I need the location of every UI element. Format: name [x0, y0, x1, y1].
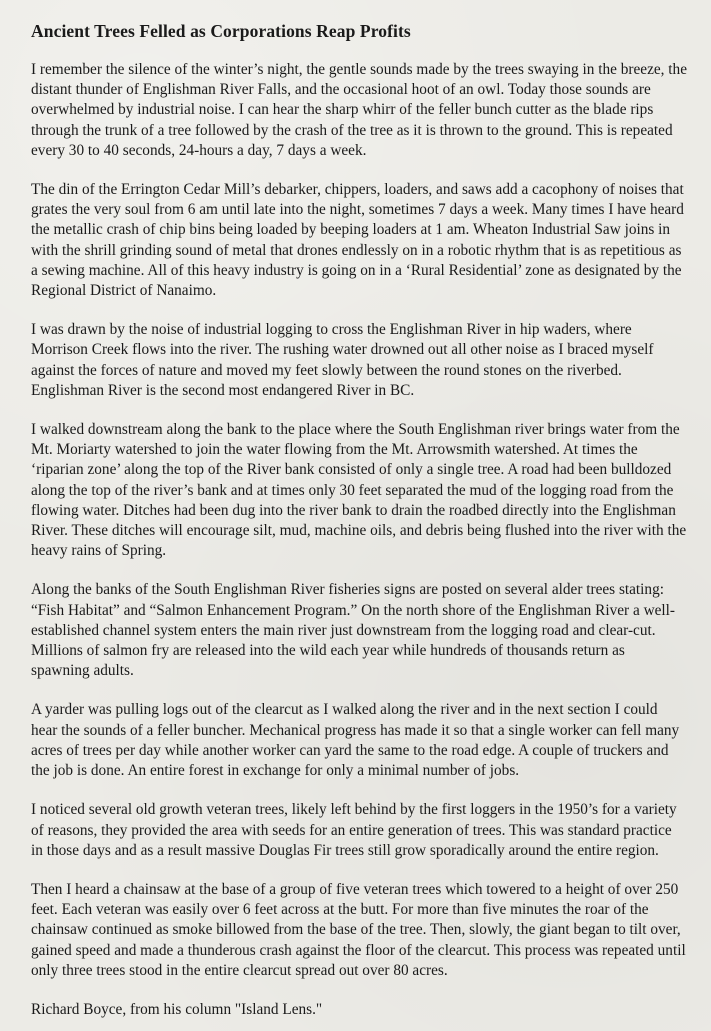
article-paragraph-4: I walked downstream along the bank to the place where the South Englishman river brings water from the Mt. Moriarty watershed to join the water flowing from the Mt. Arrowsmith watershed. At times the ‘riparian zone’ along the top of the River bank consisted of only a single tree. A road had been bulldozed along the top of the river’s bank and at times only 30 feet separated the mud of the logging road from the flowing water. Ditches had been dug into the river bank to drain the roadbed directly into the Englishman River. These ditches will encourage silt, mud, machine oils, and debris being flushed into the river with the heavy rains of Spring.	[31, 421, 687, 560]
article-paragraph-8: Then I heard a chainsaw at the base of a group of five veteran trees which towered to a height of over 250 feet. Each veteran was easily over 6 feet across at the butt. For more than five minutes the roar of the chainsaw continued as smoke billowed from the base of the tree. Then, slowly, the giant began to tilt over, gained speed and made a thunderous crash against the floor of the clearcut. This process was repeated until only three trees stood in the entire clearcut spread out over 80 acres.	[31, 880, 686, 979]
article-paragraph-6: A yarder was pulling logs out of the clearcut as I walked along the river and in the next section I could hear the sounds of a feller buncher. Mechanical progress has made it so that a single worker can fell many acres of trees per day while another worker can yard the same to the road edge. A couple of truckers and the job is done. An entire forest in exchange for only a minimal number of jobs.	[31, 701, 680, 780]
article-paragraph-2: The din of the Errington Cedar Mill’s debarker, chippers, loaders, and saws add a cacophony of noises that grates the very soul from 6 am until late into the night, sometimes 7 days a week. Many times I have heard the metallic crash of chip bins being loaded by beeping loaders at 1 am. Wheaton Industrial Saw joins in with the shrill grinding sound of metal that drones endlessly on in a robotic rhythm that is as repetitious as a sewing machine. All of this heavy industry is going on in a ‘Rural Residential’ zone as designated by the Regional District of Nanaimo.	[31, 181, 684, 300]
article-paragraph-7: I noticed several old growth veteran trees, likely left behind by the first loggers in the 1950’s for a variety of reasons, they provided the area with seeds for an entire generation of trees. This was standard practice in those days and as a result massive Douglas Fir trees still grow sporadically around the entire region.	[31, 801, 677, 859]
article-paragraph-1: I remember the silence of the winter’s night, the gentle sounds made by the trees swaying in the breeze, the distant thunder of Englishman River Falls, and the occasional hoot of an owl. Today those sounds are overwhelmed by industrial noise. I can hear the sharp whirr of the feller bunch cutter as the blade rips through the trunk of a tree followed by the crash of the tree as it is thrown to the ground. This is repeated every 30 to 40 seconds, 24-hours a day, 7 days a week.	[31, 61, 687, 159]
article-paragraph-5: Along the banks of the South Englishman River fisheries signs are posted on several alder trees stating: “Fish Habitat” and “Salmon Enhancement Program.” On the north shore of the Englishman River a well-established channel system enters the main river just downstream from the logging road and clear-cut. Millions of salmon fry are released into the wild each year while hundreds of thousands return as spawning adults.	[31, 581, 676, 680]
article-paragraph-3: I was drawn by the noise of industrial logging to cross the Englishman River in hip waders, where Morrison Creek flows into the river. The rushing water drowned out all other noise as I braced myself against the forces of nature and moved my feet slowly between the round stones on the riverbed. Englishman River is the second most endangered River in BC.	[31, 321, 654, 399]
article-headline: Ancient Trees Felled as Corporations Reap Profits	[31, 21, 411, 41]
article-byline: Richard Boyce, from his column "Island Lens."	[31, 1000, 323, 1018]
